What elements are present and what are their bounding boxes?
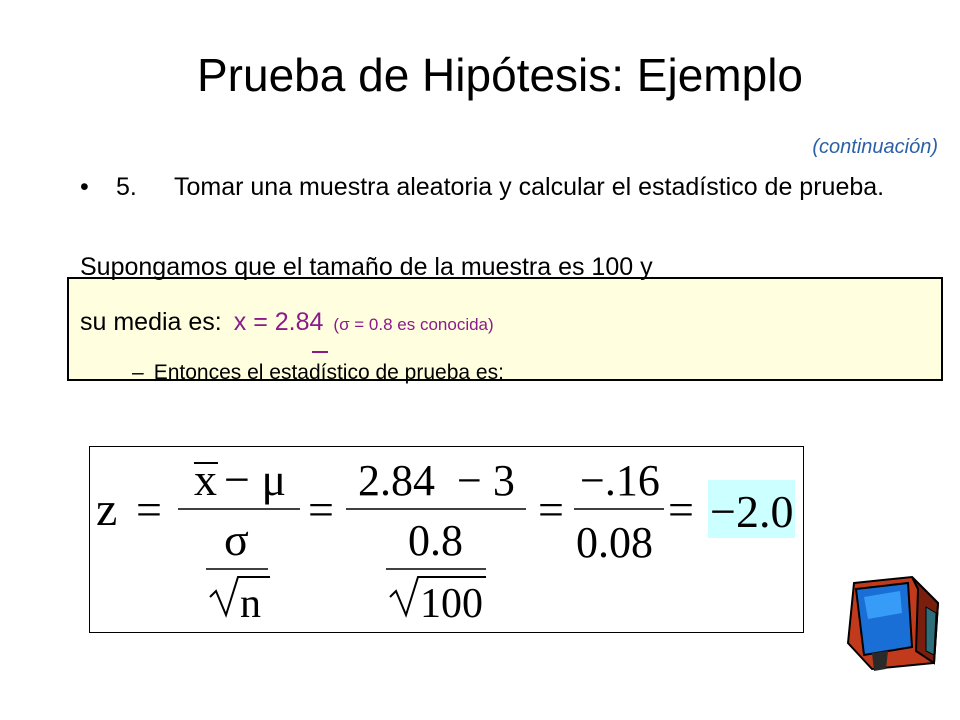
sample-size-text: Supongamos que el tamaño de la muestra es 100 y xyxy=(80,253,653,281)
frac1-numerator-rest: − μ xyxy=(224,454,287,505)
bullet-dot: • xyxy=(80,173,89,201)
continuation-label: (continuación) xyxy=(812,136,938,158)
frac1-den-n: n xyxy=(240,581,261,627)
slide-title: Prueba de Hipótesis: Ejemplo xyxy=(197,49,803,101)
xbar-overline xyxy=(312,351,328,353)
sub-bullet-dash: – xyxy=(132,361,144,384)
frac2-den-n: 100 xyxy=(420,581,483,627)
sample-mean-row xyxy=(80,308,494,337)
tv-clipart-icon xyxy=(842,573,942,673)
sub-bullet xyxy=(132,361,504,385)
step-text: Tomar una muestra aleatoria y calcular el estadístico de prueba. xyxy=(174,173,885,201)
equals-4: = xyxy=(668,484,694,535)
mean-label: su media es: xyxy=(80,308,222,336)
equals-2: = xyxy=(308,484,334,535)
frac3-numerator: −.16 xyxy=(580,456,660,505)
sub-bullet-text: Entonces el estadístico de prueba es: xyxy=(153,361,504,384)
sigma-note: (σ = 0.8 es conocida) xyxy=(333,315,494,334)
result-value: −2.0 xyxy=(710,486,794,537)
equals-3: = xyxy=(538,484,564,535)
equals-1: = xyxy=(136,484,162,535)
frac2-numerator: 2.84 − 3 xyxy=(358,456,515,505)
frac1-den-sigma: σ xyxy=(224,514,249,565)
z-equation-box xyxy=(89,446,804,633)
frac1-numerator-x: x xyxy=(194,454,217,505)
frac3-denominator: 0.08 xyxy=(576,518,653,567)
step-text-block xyxy=(116,172,906,202)
step-number: 5. xyxy=(116,173,137,201)
frac2-den-top: 0.8 xyxy=(408,516,463,565)
z-equation xyxy=(90,447,803,632)
mean-value: x = 2.84 xyxy=(233,308,324,336)
z-symbol: z xyxy=(96,483,118,536)
